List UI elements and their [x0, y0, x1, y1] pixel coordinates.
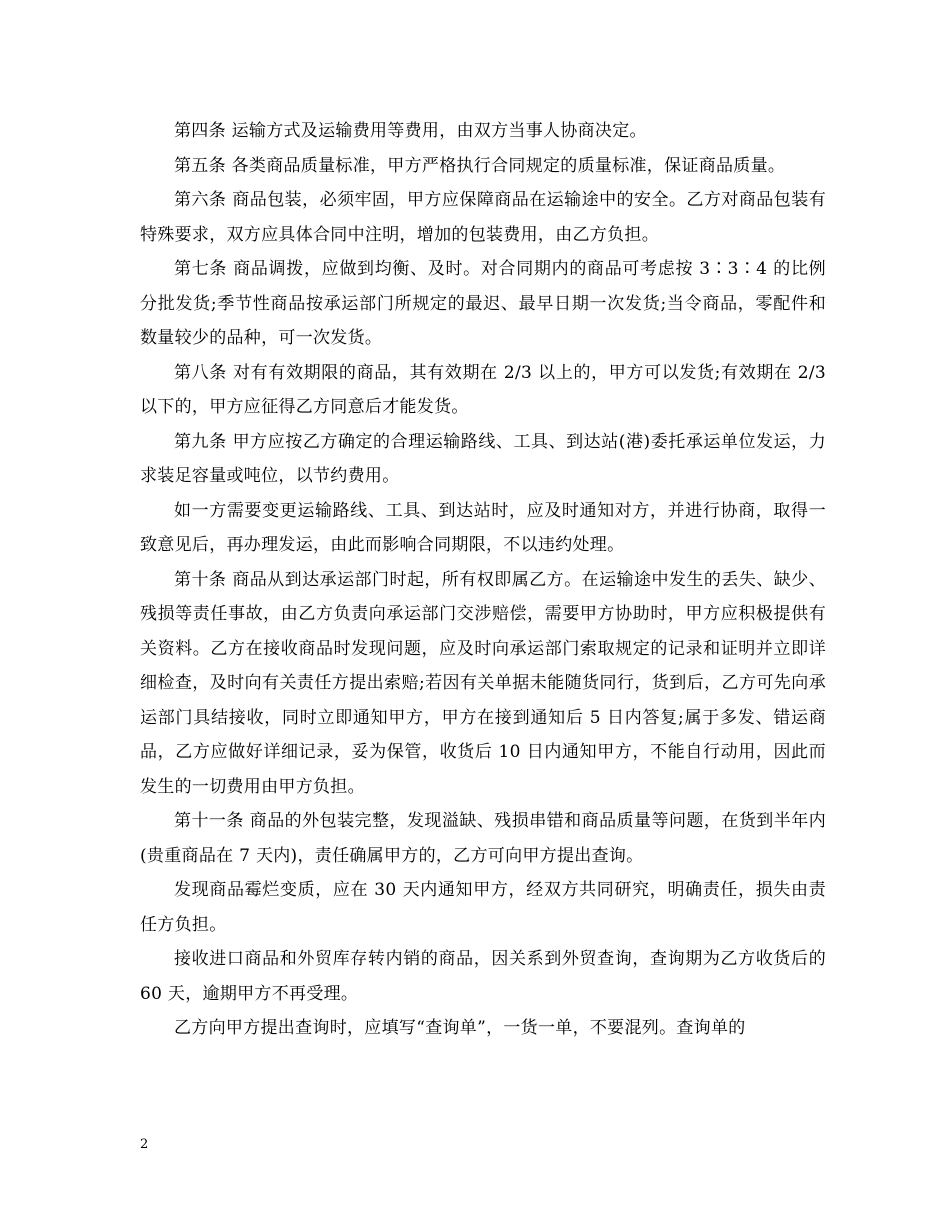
- paragraph-article-10: 第十条 商品从到达承运部门时起，所有权即属乙方。在运输途中发生的丢失、缺少、残损等责任事故，由乙方负责向承运部门交涉赔偿，需要甲方协助时，甲方应积极提供有关资料。乙方在接收商品时发现问题，应及时向承运部门索取规定的记录和证明并立即详细检查，及时向有关责任方提出索赔;若因有关单据未能随货同行，货到后，乙方可先向承运部门具结接收，同时立即通知甲方，甲方在接到通知后 5 日内答复;属于多发、错运商品，乙方应做好详细记录，妥为保管，收货后 10 日内通知甲方，不能自行动用，因此而发生的一切费用由甲方负担。: [140, 569, 826, 797]
- paragraph-article-6: 第六条 商品包装，必须牢固，甲方应保障商品在运输途中的安全。乙方对商品包装有特殊要求，双方应具体合同中注明，增加的包装费用，由乙方负担。: [140, 190, 826, 245]
- paragraph-article-11-imports: 接收进口商品和外贸库存转内销的商品，因关系到外贸查询，查询期为乙方收货后的 60 天，逾期甲方不再受理。: [140, 949, 826, 1004]
- page-number: 2: [140, 1137, 149, 1152]
- contract-body-text: [140, 114, 826, 1046]
- paragraph-article-9-continued: 如一方需要变更运输路线、工具、到达站时，应及时通知对方，并进行协商，取得一致意见后，再办理发运，由此而影响合同期限，不以违约处理。: [140, 500, 826, 555]
- paragraph-article-11-spoilage: 发现商品霉烂变质，应在 30 天内通知甲方，经双方共同研究，明确责任，损失由责任方负担。: [140, 880, 826, 935]
- paragraph-article-7: 第七条 商品调拨，应做到均衡、及时。对合同期内的商品可考虑按 3∶3∶4 的比例分批发货;季节性商品按承运部门所规定的最迟、最早日期一次发货;当令商品，零配件和数量较少的品种，可一次发货。: [140, 259, 826, 348]
- paragraph-article-11: 第十一条 商品的外包装完整，发现溢缺、残损串错和商品质量等问题，在货到半年内(贵重商品在 7 天内)，责任确属甲方的，乙方可向甲方提出查询。: [140, 811, 826, 866]
- paragraph-article-8: 第八条 对有有效期限的商品，其有效期在 2/3 以上的，甲方可以发货;有效期在 2/3 以下的，甲方应征得乙方同意后才能发货。: [140, 362, 826, 417]
- paragraph-article-5: 第五条 各类商品质量标准，甲方严格执行合同规定的质量标准，保证商品质量。: [174, 155, 786, 176]
- paragraph-article-4: 第四条 运输方式及运输费用等费用，由双方当事人协商决定。: [174, 121, 647, 141]
- paragraph-article-11-query-form: 乙方向甲方提出查询时，应填写“查询单”，一货一单，不要混列。查询单的: [174, 1018, 746, 1038]
- paragraph-article-9: 第九条 甲方应按乙方确定的合理运输路线、工具、到达站(港)委托承运单位发运，力求装足容量或吨位，以节约费用。: [140, 431, 826, 486]
